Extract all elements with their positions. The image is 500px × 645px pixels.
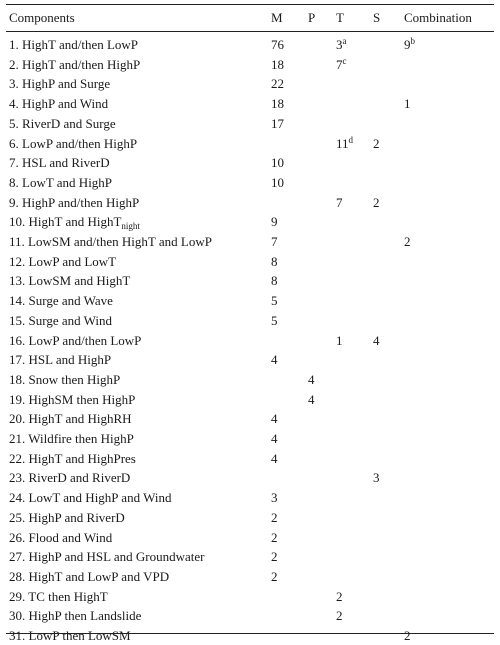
cell-components-text: 16. LowP and/then LowP xyxy=(9,332,142,348)
cell-m-text: 10 xyxy=(271,155,284,171)
cell-components-text: 10. HighT and HighT xyxy=(9,214,122,230)
table-row xyxy=(6,212,494,231)
table-row xyxy=(6,567,494,586)
cell-components xyxy=(9,114,116,133)
table-row xyxy=(6,528,494,547)
cell-t xyxy=(336,587,343,606)
cell-combination xyxy=(404,626,411,645)
cell-components xyxy=(9,35,138,54)
cell-m-text: 8 xyxy=(271,253,278,269)
table-row xyxy=(6,587,494,606)
table-row xyxy=(6,35,494,54)
cell-m-text: 8 xyxy=(271,273,278,289)
cell-t-text: 2 xyxy=(336,588,343,604)
cell-m-text: 17 xyxy=(271,115,284,131)
cell-m-text: 5 xyxy=(271,293,278,309)
table-row xyxy=(6,449,494,468)
table-row xyxy=(6,271,494,290)
cell-components xyxy=(9,626,131,645)
cell-s xyxy=(373,331,380,350)
cell-m xyxy=(271,429,278,448)
cell-components xyxy=(9,74,110,93)
cell-components-text: 26. Flood and Wind xyxy=(9,529,113,545)
cell-components xyxy=(9,153,110,172)
table-row xyxy=(6,488,494,507)
cell-components-text: 2. HighT and/then HighP xyxy=(9,56,141,72)
cell-combination xyxy=(404,35,415,54)
cell-components xyxy=(9,528,112,547)
cell-m xyxy=(271,528,278,547)
cell-components-text: 27. HighP and HSL and Groundwater xyxy=(9,549,205,565)
cell-m-text: 18 xyxy=(271,96,284,112)
table-row xyxy=(6,94,494,113)
cell-components xyxy=(9,232,212,251)
cell-components xyxy=(9,606,141,625)
cell-t xyxy=(336,134,353,153)
cell-components xyxy=(9,212,140,231)
cell-m-text: 7 xyxy=(271,234,278,249)
cell-components-text: 20. HighT and HighRH xyxy=(9,411,132,427)
cell-m-text: 76 xyxy=(271,37,284,52)
table-row xyxy=(6,55,494,74)
cell-m-text: 22 xyxy=(271,76,284,92)
cell-m xyxy=(271,74,284,93)
cell-m xyxy=(271,271,278,290)
cell-m-text: 4 xyxy=(271,352,278,368)
cell-components xyxy=(9,252,116,271)
cell-m-text: 10 xyxy=(271,174,284,190)
cell-components xyxy=(9,55,140,74)
cell-components-text: 31. LowP then LowSM xyxy=(9,628,131,643)
header-t: T xyxy=(336,10,344,25)
cell-components-text: 1. HighT and/then LowP xyxy=(9,37,139,52)
footnote-marker: b xyxy=(410,36,415,46)
table-row xyxy=(6,252,494,271)
table-row xyxy=(6,390,494,409)
table-row xyxy=(6,153,494,172)
cell-combination-text: 2 xyxy=(404,234,411,249)
cell-m xyxy=(271,567,278,586)
cell-s-text: 3 xyxy=(373,470,380,486)
table-row xyxy=(6,468,494,487)
cell-combination-text: 1 xyxy=(404,96,411,112)
cell-m xyxy=(271,449,278,468)
cell-components-text: 19. HighSM then HighP xyxy=(9,391,136,407)
cell-m-text: 18 xyxy=(271,56,284,72)
header-components: Components xyxy=(9,10,75,25)
cell-components xyxy=(9,409,132,428)
cell-t-text: 3 xyxy=(336,37,343,52)
cell-combination xyxy=(404,94,411,113)
table-bottom-rule xyxy=(6,633,494,634)
cell-s xyxy=(373,134,380,153)
cell-s-text: 2 xyxy=(373,135,380,151)
cell-m xyxy=(271,547,278,566)
table-row xyxy=(6,193,494,212)
cell-components-text: 17. HSL and HighP xyxy=(9,352,112,368)
table-row xyxy=(6,508,494,527)
table-row xyxy=(6,331,494,350)
cell-components-text: 8. LowT and HighP xyxy=(9,174,113,190)
cell-p xyxy=(308,370,315,389)
table-row xyxy=(6,626,494,645)
cell-m xyxy=(271,252,278,271)
cell-components-text: 6. LowP and/then HighP xyxy=(9,135,138,151)
cell-m-text: 2 xyxy=(271,568,278,584)
footnote-marker: c xyxy=(342,55,347,66)
cell-components-text: 24. LowT and HighP and Wind xyxy=(9,490,172,506)
cell-m-text: 2 xyxy=(271,529,278,545)
table-row xyxy=(6,547,494,566)
table-row xyxy=(6,350,494,369)
cell-m xyxy=(271,409,278,428)
cell-components-text: 11. LowSM and/then HighT and LowP xyxy=(9,234,212,249)
table-row xyxy=(6,311,494,330)
cell-m xyxy=(271,94,284,113)
cell-components-text: 25. HighP and RiverD xyxy=(9,509,125,525)
cell-components xyxy=(9,429,134,448)
cell-t-text: 1 xyxy=(336,332,343,348)
cell-m xyxy=(271,508,278,527)
cell-components xyxy=(9,488,171,507)
table-header-rule xyxy=(6,31,494,32)
cell-components-text: 22. HighT and HighPres xyxy=(9,450,136,466)
cell-components xyxy=(9,587,108,606)
cell-components-text: 7. HSL and RiverD xyxy=(9,155,110,171)
subscript: night xyxy=(121,221,140,232)
cell-components-text: 21. Wildfire then HighP xyxy=(9,431,134,446)
cell-components xyxy=(9,134,137,153)
cell-t xyxy=(336,35,347,54)
table-row xyxy=(6,606,494,625)
cell-m-text: 3 xyxy=(271,490,278,506)
cell-combination xyxy=(404,232,411,251)
cell-p xyxy=(308,390,315,409)
cell-components-text: 23. RiverD and RiverD xyxy=(9,470,131,486)
cell-components xyxy=(9,173,112,192)
cell-m xyxy=(271,311,278,330)
table-row xyxy=(6,134,494,153)
cell-p-text: 4 xyxy=(308,391,315,407)
cell-s xyxy=(373,468,380,487)
header-p: P xyxy=(308,10,316,25)
table-top-rule xyxy=(6,4,494,5)
cell-components xyxy=(9,449,136,468)
cell-components xyxy=(9,567,169,586)
cell-components xyxy=(9,331,141,350)
cell-m xyxy=(271,153,284,172)
cell-components-text: 5. RiverD and Surge xyxy=(9,115,116,131)
cell-p-text: 4 xyxy=(308,371,315,387)
cell-m xyxy=(271,488,278,507)
cell-m xyxy=(271,212,278,231)
header-m: M xyxy=(271,10,283,25)
cell-m-text: 2 xyxy=(271,549,278,565)
cell-components xyxy=(9,291,113,310)
cell-m xyxy=(271,55,284,74)
footnote-marker: a xyxy=(342,36,347,46)
cell-combination-text: 2 xyxy=(404,628,411,643)
table-row xyxy=(6,291,494,310)
cell-t xyxy=(336,606,343,625)
cell-components-text: 29. TC then HighT xyxy=(9,588,108,604)
cell-components-text: 12. LowP and LowT xyxy=(9,253,117,269)
cell-components xyxy=(9,350,111,369)
cell-components-text: 4. HighP and Wind xyxy=(9,96,109,112)
cell-m-text: 9 xyxy=(271,214,278,230)
cell-t xyxy=(336,331,343,350)
cell-components-text: 3. HighP and Surge xyxy=(9,76,111,92)
cell-m-text: 4 xyxy=(271,411,278,427)
cell-t-text: 11 xyxy=(336,135,349,151)
cell-components-text: 15. Surge and Wind xyxy=(9,312,112,328)
table-row xyxy=(6,74,494,93)
table-row xyxy=(6,370,494,389)
cell-t xyxy=(336,193,343,212)
cell-components xyxy=(9,468,130,487)
cell-m xyxy=(271,35,284,54)
cell-s-text: 2 xyxy=(373,194,380,210)
cell-m xyxy=(271,232,278,251)
table-row xyxy=(6,409,494,428)
cell-components xyxy=(9,390,135,409)
cell-components xyxy=(9,547,204,566)
cell-m xyxy=(271,291,278,310)
cell-t-text: 7 xyxy=(336,56,343,72)
cell-components-text: 28. HighT and LowP and VPD xyxy=(9,568,170,584)
cell-components xyxy=(9,94,108,113)
cell-t xyxy=(336,55,347,74)
cell-m-text: 4 xyxy=(271,450,278,466)
table-row xyxy=(6,114,494,133)
cell-components-text: 14. Surge and Wave xyxy=(9,293,113,309)
footnote-marker: d xyxy=(348,134,354,145)
cell-components-text: 9. HighP and/then HighP xyxy=(9,194,140,210)
cell-combination-text: 9 xyxy=(404,37,411,52)
table-row xyxy=(6,173,494,192)
table-row xyxy=(6,429,494,448)
cell-components xyxy=(9,193,139,212)
cell-m-text: 4 xyxy=(271,431,278,446)
cell-components xyxy=(9,311,112,330)
header-s: S xyxy=(373,10,381,25)
cell-components-text: 18. Snow then HighP xyxy=(9,371,121,387)
table-row xyxy=(6,232,494,251)
cell-t-text: 7 xyxy=(336,194,343,210)
cell-t-text: 2 xyxy=(336,608,343,624)
cell-components xyxy=(9,271,130,290)
cell-m-text: 2 xyxy=(271,509,278,525)
cell-m xyxy=(271,173,284,192)
cell-s xyxy=(373,193,380,212)
cell-m xyxy=(271,114,284,133)
cell-components-text: 30. HighP then Landslide xyxy=(9,608,142,624)
cell-components-text: 13. LowSM and HighT xyxy=(9,273,131,289)
table-header-row xyxy=(6,8,494,27)
cell-m xyxy=(271,350,278,369)
cell-m-text: 5 xyxy=(271,312,278,328)
header-combination: Combination xyxy=(404,10,472,25)
cell-s-text: 4 xyxy=(373,332,380,348)
cell-components xyxy=(9,370,120,389)
cell-components xyxy=(9,508,125,527)
